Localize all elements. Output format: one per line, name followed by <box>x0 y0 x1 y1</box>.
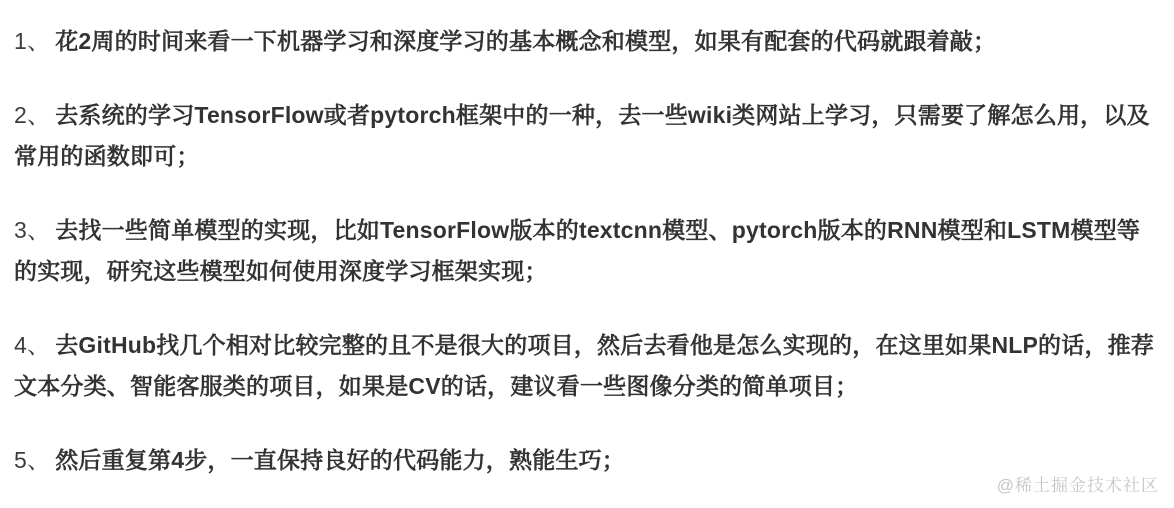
list-item <box>14 95 1162 177</box>
watermark: @稀土掘金技术社区 <box>996 476 1159 495</box>
list-item-text: 然后重复第4步，一直保持良好的代码能力，熟能生巧； <box>55 447 625 473</box>
list-item-number: 5、 <box>14 447 51 473</box>
learning-steps-list <box>14 21 1162 481</box>
list-item-text: 花2周的时间来看一下机器学习和深度学习的基本概念和模型，如果有配套的代码就跟着敲； <box>55 28 997 54</box>
list-item-text: 去找一些简单模型的实现，比如TensorFlow版本的textcnn模型、pytorch版本的RNN模型和LSTM模型等的实现，研究这些模型如何使用深度学习框架实现； <box>14 217 1141 284</box>
list-item-text: 去系统的学习TensorFlow或者pytorch框架中的一种，去一些wiki类网站上学习，只需要了解怎么用，以及常用的函数即可； <box>14 102 1150 169</box>
list-item-number: 2、 <box>14 102 51 128</box>
list-item-number: 1、 <box>14 28 51 54</box>
list-item-number: 4、 <box>14 332 51 358</box>
list-item <box>14 210 1162 292</box>
list-item <box>14 440 1162 481</box>
list-item-text: 去GitHub找几个相对比较完整的且不是很大的项目，然后去看他是怎么实现的，在这里如果NLP的话，推荐文本分类、智能客服类的项目，如果是CV的话，建议看一些图像分类的简单项目； <box>14 332 1155 399</box>
list-item <box>14 21 1162 62</box>
list-item <box>14 325 1162 407</box>
list-item-number: 3、 <box>14 217 51 243</box>
